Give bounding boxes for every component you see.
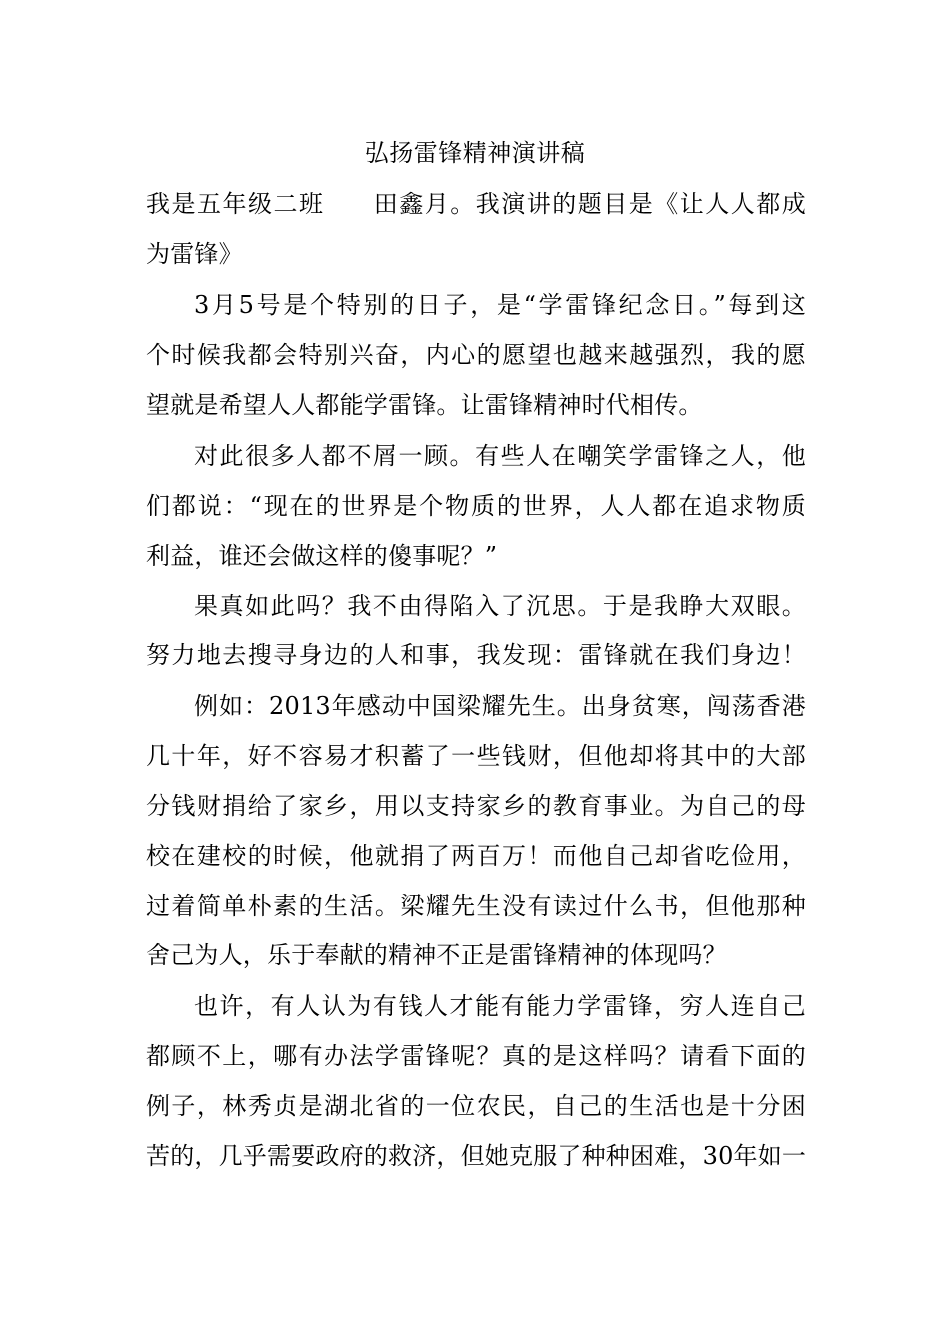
paragraph-4-line-6: 舍己为人，乐于奉献的精神不正是雷锋精神的体现吗？ [146,941,727,969]
document-title: 弘扬雷锋精神演讲稿 [364,139,586,167]
intro-name-topic: 田鑫月。我演讲的题目是《让人人都成 [372,190,806,218]
paragraph-2-line-1: 对此很多人都不屑一顾。有些人在嘲笑学雷锋之人，他 [194,442,806,470]
paragraph-2-line-3: 利益，谁还会做这样的傻事呢？” [146,542,498,570]
paragraph-3-line-1: 果真如此吗？我不由得陷入了沉思。于是我睁大双眼。 [194,592,806,620]
paragraph-5-line-2: 都顾不上，哪有办法学雷锋呢？真的是这样吗？请看下面的 [146,1042,806,1070]
paragraph-1-line-2: 个时候我都会特别兴奋，内心的愿望也越来越强烈，我的愿 [146,341,806,369]
paragraph-5-line-3: 例子，林秀贞是湖北省的一位农民，自己的生活也是十分困 [146,1092,806,1120]
paragraph-4-line-3: 分钱财捐给了家乡，用以支持家乡的教育事业。为自己的母 [146,792,806,820]
paragraph-2-line-2: 们都说：“现在的世界是个物质的世界，人人都在追求物质 [146,492,806,520]
paragraph-4-line-5: 过着简单朴素的生活。梁耀先生没有读过什么书，但他那种 [146,892,806,920]
paragraph-1-line-3: 望就是希望人人都能学雷锋。让雷锋精神时代相传。 [146,391,703,419]
paragraph-4-line-4: 校在建校的时候，他就捐了两百万！而他自己却省吃俭用， [146,842,806,870]
paragraph-4-line-2: 几十年，好不容易才积蓄了一些钱财，但他却将其中的大部 [146,742,806,770]
paragraph-3-line-2: 努力地去搜寻身边的人和事，我发现：雷锋就在我们身边！ [146,641,806,669]
paragraph-1-line-1: 3月5号是个特别的日子，是“学雷锋纪念日。”每到这 [194,291,806,319]
paragraph-5-line-4: 苦的，几乎需要政府的救济，但她克服了种种困难，30年如一 [146,1142,807,1170]
intro-class: 我是五年级二班 [146,190,325,218]
intro-line-2: 为雷锋》 [146,240,243,268]
paragraph-4-line-1: 例如：2013年感动中国梁耀先生。出身贫寒，闯荡香港 [194,692,806,720]
paragraph-5-line-1: 也许，有人认为有钱人才能有能力学雷锋，穷人连自己 [194,992,806,1020]
intro-line-1 [146,187,806,221]
